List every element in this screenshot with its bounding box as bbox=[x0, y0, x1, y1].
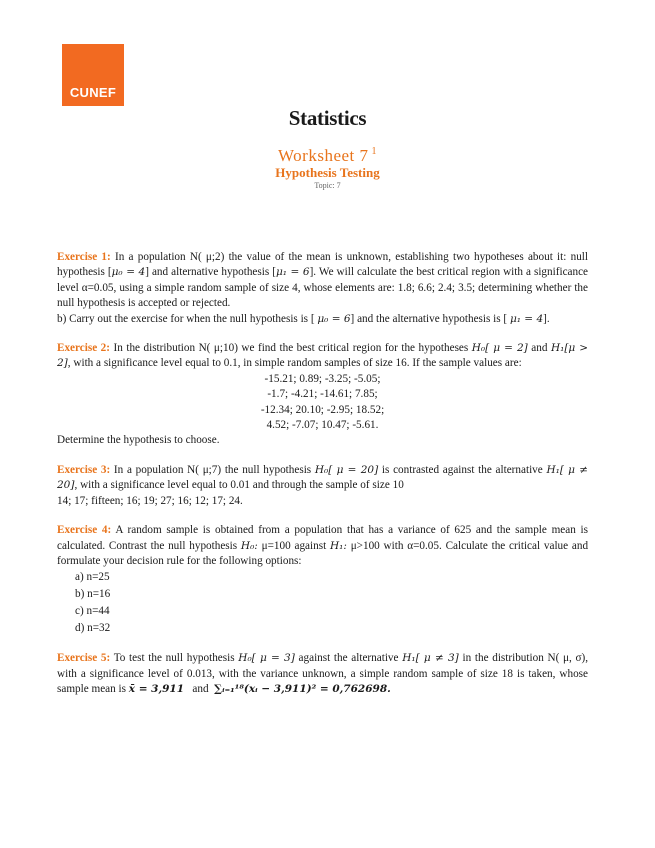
ex3-math-null: H₀[ μ = 20] bbox=[314, 463, 379, 476]
sample-values-row: 4.52; -7.07; 10.47; -5.61. bbox=[266, 419, 379, 432]
sample-values-row: -1.7; -4.21; -14.61; 7.85; bbox=[267, 388, 378, 401]
exercise-list bbox=[57, 250, 588, 712]
ex2-math-alt: H₁[μ > 2] bbox=[57, 342, 589, 370]
ex1-math-alt: μ₁ = 6 bbox=[275, 266, 310, 279]
topic-label: Topic: 7 bbox=[314, 181, 341, 190]
cunef-logo bbox=[62, 44, 124, 106]
logo-text: CUNEF bbox=[69, 85, 117, 100]
ex4-text: μ=100 against bbox=[261, 539, 327, 552]
ex1-math-null: μ₀ = 4 bbox=[111, 266, 146, 279]
ex5-math-sum: ∑ᵢ₌₁¹⁸(xᵢ − 3,911)² = 0,762698. bbox=[214, 683, 391, 696]
exercise-1 bbox=[57, 250, 588, 327]
ex5-text: against the alternative bbox=[298, 652, 399, 665]
ex5-text: in the distribution N( μ, σ), with a significance level of 0.013, with the variance unknown, a simple random sample of size 18 is taken, whose sample mean is bbox=[57, 652, 589, 696]
footnote-mark: 1 bbox=[371, 146, 378, 158]
sample-values-row: -15.21; 0.89; -3.25; -5.05; bbox=[264, 372, 381, 385]
ex2-math-null: H₀[ μ = 2] bbox=[471, 342, 528, 355]
exercise-5 bbox=[57, 651, 588, 697]
ex1-math-null-b: μ₀ = 6 bbox=[317, 312, 351, 325]
exercise-5-label: Exercise 5: bbox=[57, 652, 111, 665]
option-item: c) n=44 bbox=[75, 605, 110, 618]
ex5-text: To test the null hypothesis bbox=[113, 652, 235, 665]
worksheet-title: Worksheet 7 bbox=[277, 146, 369, 165]
exercise-4 bbox=[57, 523, 588, 637]
sample-values-row: -12.34; 20.10; -2.95; 18.52; bbox=[260, 403, 385, 416]
ex4-text: A random sample is obtained from a population that has a variance of 625 and the sample mean is calculated. Contrast the null hypothesis bbox=[57, 524, 588, 552]
ex4-math-alt: H₁: bbox=[329, 539, 347, 552]
ex5-math-null: H₀[ μ = 3] bbox=[238, 652, 295, 665]
exercise-2 bbox=[57, 341, 588, 449]
ex3-math-alt: H₁[ μ ≠ 20] bbox=[57, 463, 589, 492]
ex4-text: μ>100 with α=0.05. Calculate the critical value and formulate your decision rule for the following options: bbox=[57, 539, 589, 567]
ex2-text: , with a significance level equal to 0.1, in simple random samples of size 16. If the sample values are: bbox=[67, 357, 522, 370]
exercise-2-label: Exercise 2: bbox=[57, 342, 110, 355]
ex1-text: ] and alternative hypothesis [ bbox=[145, 266, 276, 279]
ex1-text: In a population N( μ;2) the value of the mean is unknown, establishing two hypotheses about it: null hypothesis [ bbox=[57, 251, 589, 279]
page-title: Statistics bbox=[288, 106, 367, 130]
ex2-text: In the distribution N( μ;10) we find the best critical region for the hypotheses bbox=[113, 342, 469, 355]
option-item: a) n=25 bbox=[75, 571, 110, 584]
ex1-math-alt-b: μ₁ = 4 bbox=[509, 312, 544, 325]
ex3-sample: 14; 17; fifteen; 16; 19; 27; 16; 12; 17; 24. bbox=[57, 494, 243, 507]
worksheet-heading bbox=[0, 146, 655, 166]
ex5-math-mean: x̄ = 3,911 bbox=[128, 683, 185, 696]
exercise-3-label: Exercise 3: bbox=[57, 463, 111, 476]
ex3-text: is contrasted against the alternative bbox=[381, 463, 543, 476]
ex1-text: ] and the alternative hypothesis is [ bbox=[350, 312, 508, 325]
ex1-text: ]. bbox=[543, 312, 550, 325]
option-item: d) n=32 bbox=[75, 622, 111, 635]
exercise-4-label: Exercise 4: bbox=[57, 524, 112, 537]
ex3-text: , with a significance level equal to 0.01 and through the sample of size 10 bbox=[74, 479, 404, 492]
ex1-part-b: b) Carry out the exercise for when the null hypothesis is [ bbox=[57, 312, 315, 325]
ex3-text: In a population N( μ;7) the null hypothesis bbox=[113, 463, 312, 476]
ex2-question: Determine the hypothesis to choose. bbox=[57, 434, 220, 447]
ex4-math-null: H₀: bbox=[240, 539, 258, 552]
ex4-options bbox=[57, 569, 588, 637]
ex2-text: and bbox=[531, 342, 548, 355]
ex5-text: and bbox=[192, 683, 209, 696]
subtitle: Hypothesis Testing bbox=[275, 165, 380, 180]
ex5-math-alt: H₁[ μ ≠ 3] bbox=[402, 652, 459, 665]
exercise-3 bbox=[57, 463, 588, 509]
option-item: b) n=16 bbox=[75, 588, 111, 601]
ex1-text: ]. We will calculate the best critical region with a significance level α=0.05, using a simple random sample of size 4, whose elements are: 1.8; 6.6; 2.4; 3.5; determining whether the null hypothesis is accepted or rejected. bbox=[57, 266, 589, 310]
exercise-1-label: Exercise 1: bbox=[57, 251, 111, 263]
